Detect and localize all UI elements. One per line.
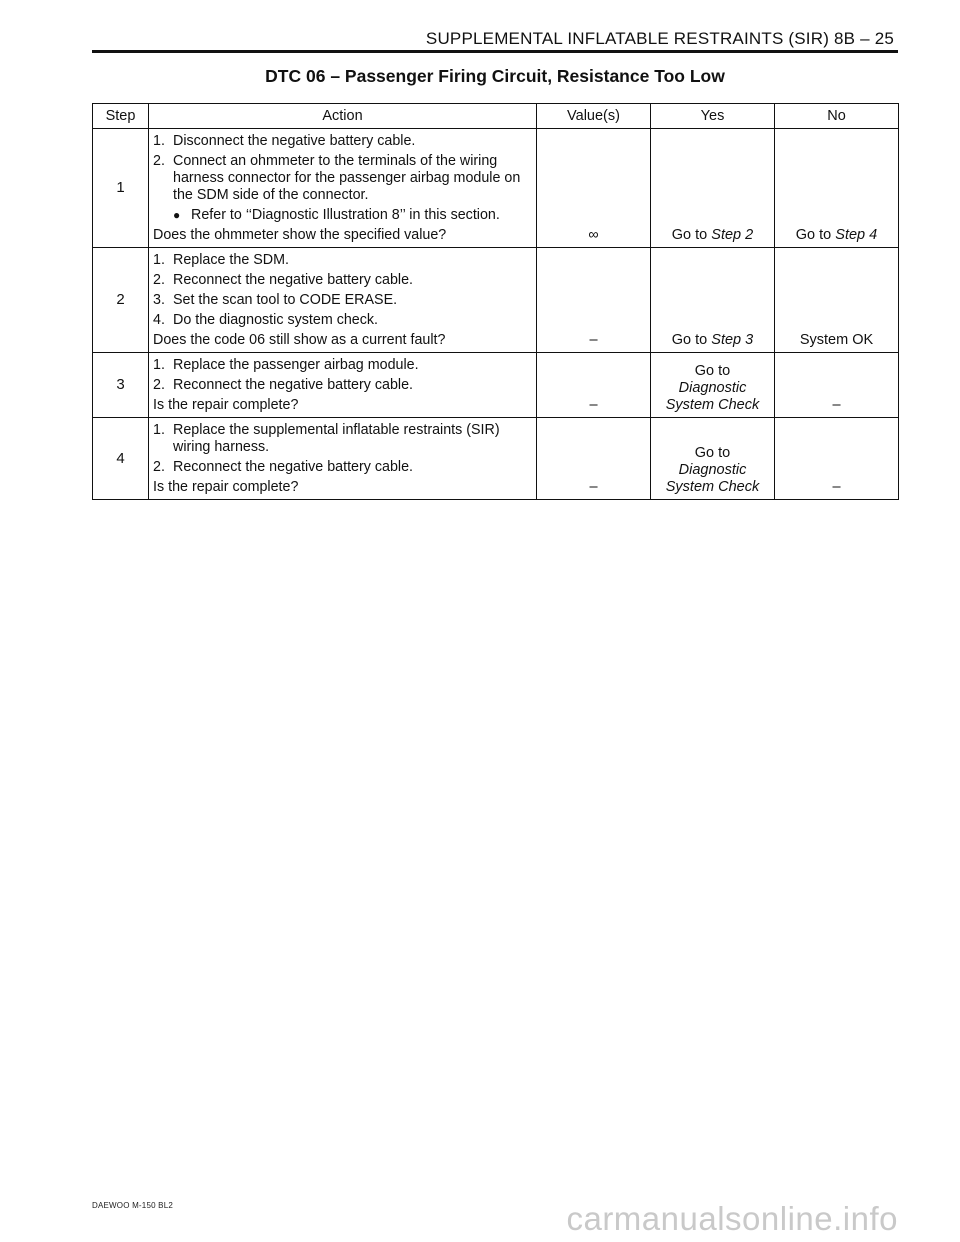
action-item: 1. Disconnect the negative battery cable. bbox=[153, 133, 416, 149]
step-reference: Step 4 bbox=[835, 227, 878, 243]
no-cell: System OK bbox=[775, 248, 899, 353]
step-number: 1 bbox=[93, 129, 149, 248]
action-item: 2. Reconnect the negative battery cable. bbox=[153, 272, 414, 288]
action-item: 1. Replace the supplemental inflatable restraints (SIR) wiring harness. bbox=[153, 422, 500, 455]
table-row bbox=[93, 129, 899, 248]
action-item: 2. Reconnect the negative battery cable. bbox=[153, 459, 414, 475]
column-header-no: No bbox=[775, 104, 899, 129]
action-cell bbox=[149, 248, 537, 353]
table-row bbox=[93, 248, 899, 353]
header-divider bbox=[92, 50, 898, 53]
step-reference: Step 3 bbox=[711, 332, 754, 348]
watermark: carmanualsonline.info bbox=[566, 1200, 898, 1237]
no-cell: Go to Step 4 bbox=[775, 129, 899, 248]
action-item: 3. Set the scan tool to CODE ERASE. bbox=[153, 292, 398, 308]
step-number: 3 bbox=[93, 353, 149, 418]
table-row bbox=[93, 418, 899, 500]
value-cell: ∞ bbox=[537, 129, 651, 248]
step-number: 2 bbox=[93, 248, 149, 353]
action-question: Does the code 06 still show as a current fault? bbox=[153, 332, 446, 348]
table-header-row bbox=[93, 104, 899, 129]
action-item: 2. Connect an ohmmeter to the terminals of the wiring harness connector for the passenger airbag module on the SDM side of the connector. bbox=[153, 153, 521, 203]
table-row bbox=[93, 353, 899, 418]
action-bullet: ● Refer to ‘‘Diagnostic Illustration 8’’ in this section. bbox=[173, 207, 500, 223]
action-cell bbox=[149, 418, 537, 500]
no-cell: – bbox=[775, 353, 899, 418]
step-reference: Diagnostic bbox=[678, 380, 747, 396]
step-reference: System Check bbox=[665, 479, 760, 495]
action-cell bbox=[149, 353, 537, 418]
page-title: DTC 06 – Passenger Firing Circuit, Resistance Too Low bbox=[265, 66, 725, 86]
value-cell: – bbox=[537, 353, 651, 418]
step-reference: Diagnostic bbox=[678, 462, 747, 478]
footer-code: DAEWOO M-150 BL2 bbox=[92, 1201, 174, 1210]
action-item: 2. Reconnect the negative battery cable. bbox=[153, 377, 414, 393]
value-cell: – bbox=[537, 418, 651, 500]
action-item: 4. Do the diagnostic system check. bbox=[153, 312, 379, 328]
bullet-icon: ● bbox=[173, 208, 181, 222]
step-reference: System Check bbox=[665, 397, 760, 413]
step-number: 4 bbox=[93, 418, 149, 500]
yes-cell: Go to Step 2 bbox=[651, 129, 775, 248]
yes-cell: Go to Step 3 bbox=[651, 248, 775, 353]
step-reference: Step 2 bbox=[711, 227, 754, 243]
column-header-yes: Yes bbox=[651, 104, 775, 129]
action-question: Is the repair complete? bbox=[153, 479, 299, 495]
page-header-title: SUPPLEMENTAL INFLATABLE RESTRAINTS (SIR) 8B – 25 bbox=[425, 29, 894, 48]
action-question: Does the ohmmeter show the specified value? bbox=[153, 227, 447, 243]
action-question: Is the repair complete? bbox=[153, 397, 299, 413]
action-cell bbox=[149, 129, 537, 248]
yes-cell: Go to Diagnostic System Check bbox=[651, 353, 775, 418]
action-item: 1. Replace the passenger airbag module. bbox=[153, 357, 419, 373]
column-header-action: Action bbox=[149, 104, 537, 129]
diagnostic-table bbox=[92, 103, 899, 500]
no-cell: – bbox=[775, 418, 899, 500]
column-header-step: Step bbox=[93, 104, 149, 129]
column-header-values: Value(s) bbox=[537, 104, 651, 129]
yes-cell: Go to Diagnostic System Check bbox=[651, 418, 775, 500]
action-item: 1. Replace the SDM. bbox=[153, 252, 290, 268]
value-cell: – bbox=[537, 248, 651, 353]
